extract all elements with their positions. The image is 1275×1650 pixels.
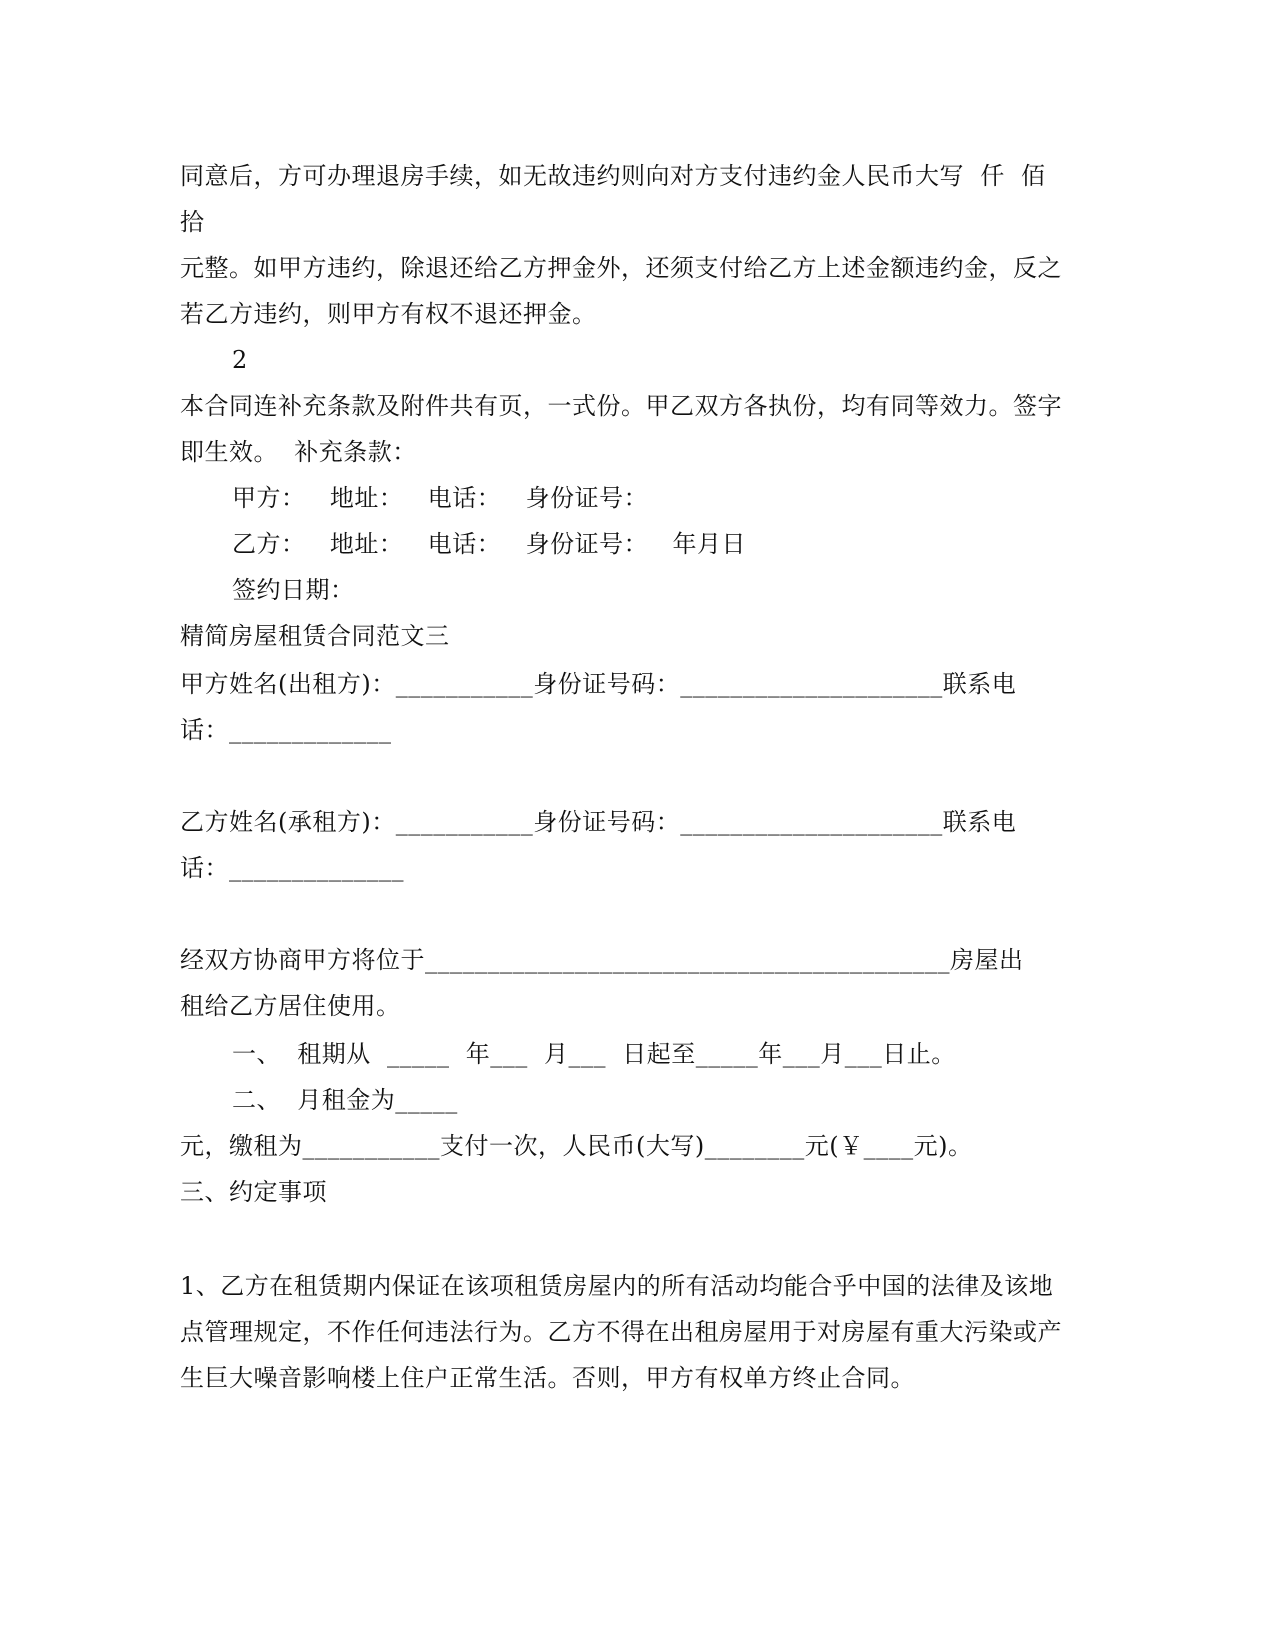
party-a-info-line: 甲方： 地址： 电话： 身份证号： [232,484,649,512]
section-number: 2 [232,346,248,374]
lessor-info-line: 甲方姓名(出租方)：___________身份证号码：_____________________联系电 [180,670,1017,698]
lessee-info-line: 乙方姓名(承租方)：___________身份证号码：_____________________联系电 [180,808,1017,836]
monthly-rent-line: 二、 月租金为_____ [232,1086,458,1114]
paragraph-line: 元整。如甲方违约，除退还给乙方押金外，还须支付给乙方上述金额违约金，反之 [180,254,1062,282]
clause-line: 1、乙方在租赁期内保证在该项租赁房屋内的所有活动均能合乎中国的法律及该地 [180,1272,1054,1300]
party-b-info-line: 乙方： 地址： 电话： 身份证号： 年月日 [232,530,747,558]
lessor-phone-line: 话：_____________ [180,716,392,744]
lessee-phone-line: 话：______________ [180,854,404,882]
paragraph-line: 同意后，方可办理退房手续，如无故违约则向对方支付违约金人民币大写 仟 佰 [180,162,1046,190]
clause-line: 点管理规定，不作任何违法行为。乙方不得在出租房屋用于对房屋有重大污染或产 [180,1318,1062,1346]
property-location-line: 经双方协商甲方将位于__________________________________________房屋出 [180,946,1024,974]
rent-payment-line: 元，缴租为___________支付一次，人民币(大写)________元(￥____元)。 [180,1132,973,1160]
clause-line: 生巨大噪音影响楼上住户正常生活。否则，甲方有权单方终止合同。 [180,1364,915,1392]
paragraph-line: 若乙方违约，则甲方有权不退还押金。 [180,300,597,328]
section-heading: 三、约定事项 [180,1178,327,1206]
document-title: 精简房屋租赁合同范文三 [180,622,450,650]
paragraph-line: 租给乙方居住使用。 [180,992,401,1020]
paragraph-line: 拾 [180,208,205,236]
paragraph-line: 即生效。 补充条款： [180,438,417,466]
lease-term-line: 一、 租期从 _____ 年___ 月___ 日起至_____年___月___日止。 [232,1040,956,1068]
paragraph-line: 本合同连补充条款及附件共有页，一式份。甲乙双方各执份，均有同等效力。签字 [180,392,1062,420]
signing-date-line: 签约日期： [232,576,355,604]
